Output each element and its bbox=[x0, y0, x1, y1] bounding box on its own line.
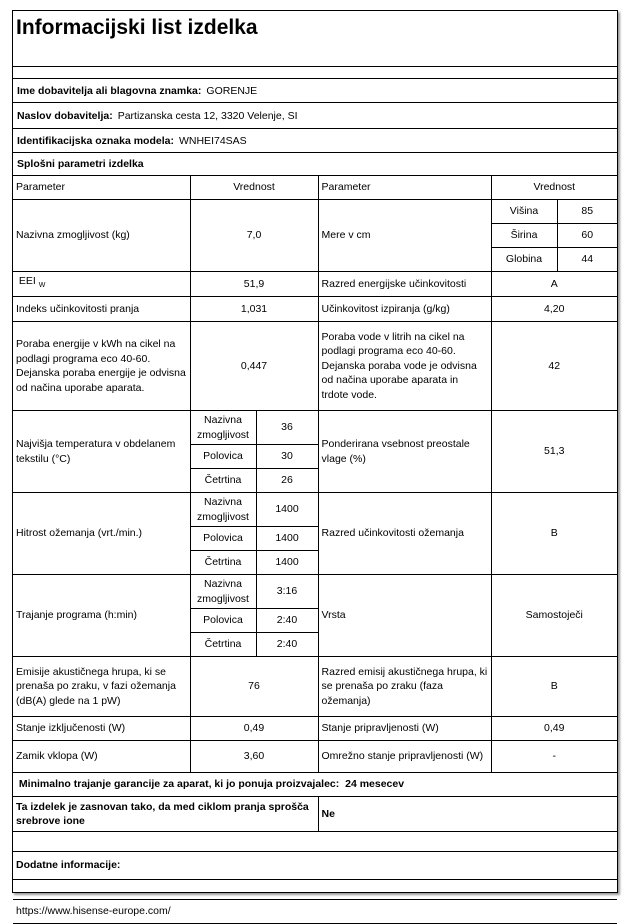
param-header: Parameter bbox=[318, 176, 491, 200]
rated-load-label: Nazivna zmogljivost bbox=[190, 411, 256, 445]
duration-quarter: 2:40 bbox=[256, 633, 318, 657]
water-label: Poraba vode v litrih na cikel na podlagi programa eco 40-60. Dejanska poraba vode je odvisna od načina uporabe aparata in trdote vode. bbox=[318, 322, 491, 411]
table-row bbox=[13, 717, 617, 741]
noise-class-label: Razred emisij akustičnega hrupa, ki se prenaša po zraku (faza ožemanja) bbox=[318, 657, 491, 717]
temperature-half: 30 bbox=[256, 445, 318, 469]
network-value: - bbox=[491, 741, 617, 773]
table-row bbox=[13, 411, 617, 445]
eei-label: EEI $_W$ bbox=[13, 272, 190, 297]
width-value: 60 bbox=[557, 224, 617, 248]
eei-value: 51,9 bbox=[190, 272, 318, 297]
silver-row bbox=[13, 797, 617, 832]
address-value: Partizanska cesta 12, 3320 Velenje, SI bbox=[117, 109, 298, 122]
noise-class-value: B bbox=[491, 657, 617, 717]
rinse-value: 4,20 bbox=[491, 297, 617, 322]
network-label: Omrežno stanje pripravljenosti (W) bbox=[318, 741, 491, 773]
warranty-cell bbox=[13, 773, 617, 797]
additional-row bbox=[13, 852, 617, 880]
spacer bbox=[13, 880, 617, 900]
quarter-load-label: Četrtina bbox=[190, 469, 256, 493]
height-value: 85 bbox=[557, 200, 617, 224]
height-label: Višina bbox=[491, 200, 557, 224]
delay-label: Zamik vklopa (W) bbox=[13, 741, 190, 773]
type-value: Samostoječi bbox=[491, 575, 617, 657]
page-title: Informacijski list izdelka bbox=[13, 11, 617, 67]
duration-half: 2:40 bbox=[256, 609, 318, 633]
energy-value: 0,447 bbox=[190, 322, 318, 411]
table-row bbox=[13, 741, 617, 773]
address-label: Naslov dobavitelja: bbox=[17, 109, 113, 122]
eei-sub: W bbox=[38, 282, 46, 290]
temperature-label: Najvišja temperatura v obdelanem tekstilu (°C) bbox=[13, 411, 190, 493]
half-load-label: Polovica bbox=[190, 445, 256, 469]
silver-value: Ne bbox=[318, 797, 617, 832]
table-header-row bbox=[13, 176, 617, 200]
table-row bbox=[13, 575, 617, 609]
rinse-label: Učinkovitost izpiranja (g/kg) bbox=[318, 297, 491, 322]
spacer bbox=[13, 832, 617, 852]
supplier-row bbox=[13, 79, 617, 103]
capacity-label: Nazivna zmogljivost (kg) bbox=[13, 200, 190, 272]
model-label: Identifikacijska oznaka modela: bbox=[17, 134, 174, 147]
delay-value: 3,60 bbox=[190, 741, 318, 773]
spin-label: Hitrost ožemanja (vrt./min.) bbox=[13, 493, 190, 575]
off-label: Stanje izključenosti (W) bbox=[13, 717, 190, 741]
depth-label: Globina bbox=[491, 248, 557, 272]
wash-index-value: 1,031 bbox=[190, 297, 318, 322]
energy-class-value: A bbox=[491, 272, 617, 297]
half-load-label: Polovica bbox=[190, 609, 256, 633]
moisture-label: Ponderirana vsebnost preostale vlage (%) bbox=[318, 411, 491, 493]
param-header: Parameter bbox=[13, 176, 190, 200]
warranty-value: 24 mesecev bbox=[345, 778, 405, 791]
moisture-value: 51,3 bbox=[491, 411, 617, 493]
temperature-quarter: 26 bbox=[256, 469, 318, 493]
warranty-row bbox=[13, 773, 617, 797]
standby-label: Stanje pripravljenosti (W) bbox=[318, 717, 491, 741]
url-row bbox=[13, 900, 617, 924]
type-label: Vrsta bbox=[318, 575, 491, 657]
warranty-label: Minimalno trajanje garancije za aparat, ki jo ponuja proizvajalec: bbox=[18, 778, 340, 791]
width-label: Širina bbox=[491, 224, 557, 248]
half-load-label: Polovica bbox=[190, 527, 256, 551]
address-row bbox=[13, 103, 617, 129]
additional-url[interactable]: https://www.hisense-europe.com/ bbox=[13, 900, 617, 924]
parameters-table bbox=[13, 175, 617, 924]
general-label: Splošni parametri izdelka bbox=[17, 158, 144, 170]
standby-value: 0,49 bbox=[491, 717, 617, 741]
table-row bbox=[13, 272, 617, 297]
temperature-rated: 36 bbox=[256, 411, 318, 445]
depth-value: 44 bbox=[557, 248, 617, 272]
additional-label: Dodatne informacije: bbox=[13, 852, 617, 880]
spacer-row bbox=[13, 832, 617, 852]
spin-quarter: 1400 bbox=[256, 551, 318, 575]
value-header: Vrednost bbox=[491, 176, 617, 200]
wash-index-label: Indeks učinkovitosti pranja bbox=[13, 297, 190, 322]
water-value: 42 bbox=[491, 322, 617, 411]
energy-label: Poraba energije v kWh na cikel na podlagi programa eco 40-60. Dejanska poraba energije je odvisna od načina uporabe aparata. bbox=[13, 322, 190, 411]
spin-rated: 1400 bbox=[256, 493, 318, 527]
supplier-label: Ime dobavitelja ali blagovna znamka: bbox=[17, 84, 202, 97]
model-row bbox=[13, 129, 617, 153]
table-row bbox=[13, 657, 617, 717]
dimensions-label: Mere v cm bbox=[318, 200, 491, 272]
energy-class-label: Razred energijske učinkovitosti bbox=[318, 272, 491, 297]
table-row bbox=[13, 200, 617, 224]
spacer-row bbox=[13, 880, 617, 900]
rated-load-label: Nazivna zmogljivost bbox=[190, 575, 256, 609]
spin-half: 1400 bbox=[256, 527, 318, 551]
silver-label: Ta izdelek je zasnovan tako, da med ciklom pranja sprošča srebrove ione bbox=[13, 797, 318, 832]
table-row bbox=[13, 493, 617, 527]
capacity-value: 7,0 bbox=[190, 200, 318, 272]
supplier-value: GORENJE bbox=[206, 84, 258, 97]
value-header: Vrednost bbox=[190, 176, 318, 200]
spin-class-value: B bbox=[491, 493, 617, 575]
general-row bbox=[13, 153, 617, 176]
product-info-sheet bbox=[12, 10, 618, 918]
model-value: WNHEI74SAS bbox=[178, 134, 247, 147]
quarter-load-label: Četrtina bbox=[190, 633, 256, 657]
duration-rated: 3:16 bbox=[256, 575, 318, 609]
table-row bbox=[13, 297, 617, 322]
spin-class-label: Razred učinkovitosti ožemanja bbox=[318, 493, 491, 575]
spacer bbox=[13, 67, 617, 79]
table-row bbox=[13, 322, 617, 411]
off-value: 0,49 bbox=[190, 717, 318, 741]
duration-label: Trajanje programa (h:min) bbox=[13, 575, 190, 657]
quarter-load-label: Četrtina bbox=[190, 551, 256, 575]
rated-load-label: Nazivna zmogljivost bbox=[190, 493, 256, 527]
noise-label: Emisije akustičnega hrupa, ki se prenaša po zraku, v fazi ožemanja (dB(A) glede na 1 pW) bbox=[13, 657, 190, 717]
noise-value: 76 bbox=[190, 657, 318, 717]
